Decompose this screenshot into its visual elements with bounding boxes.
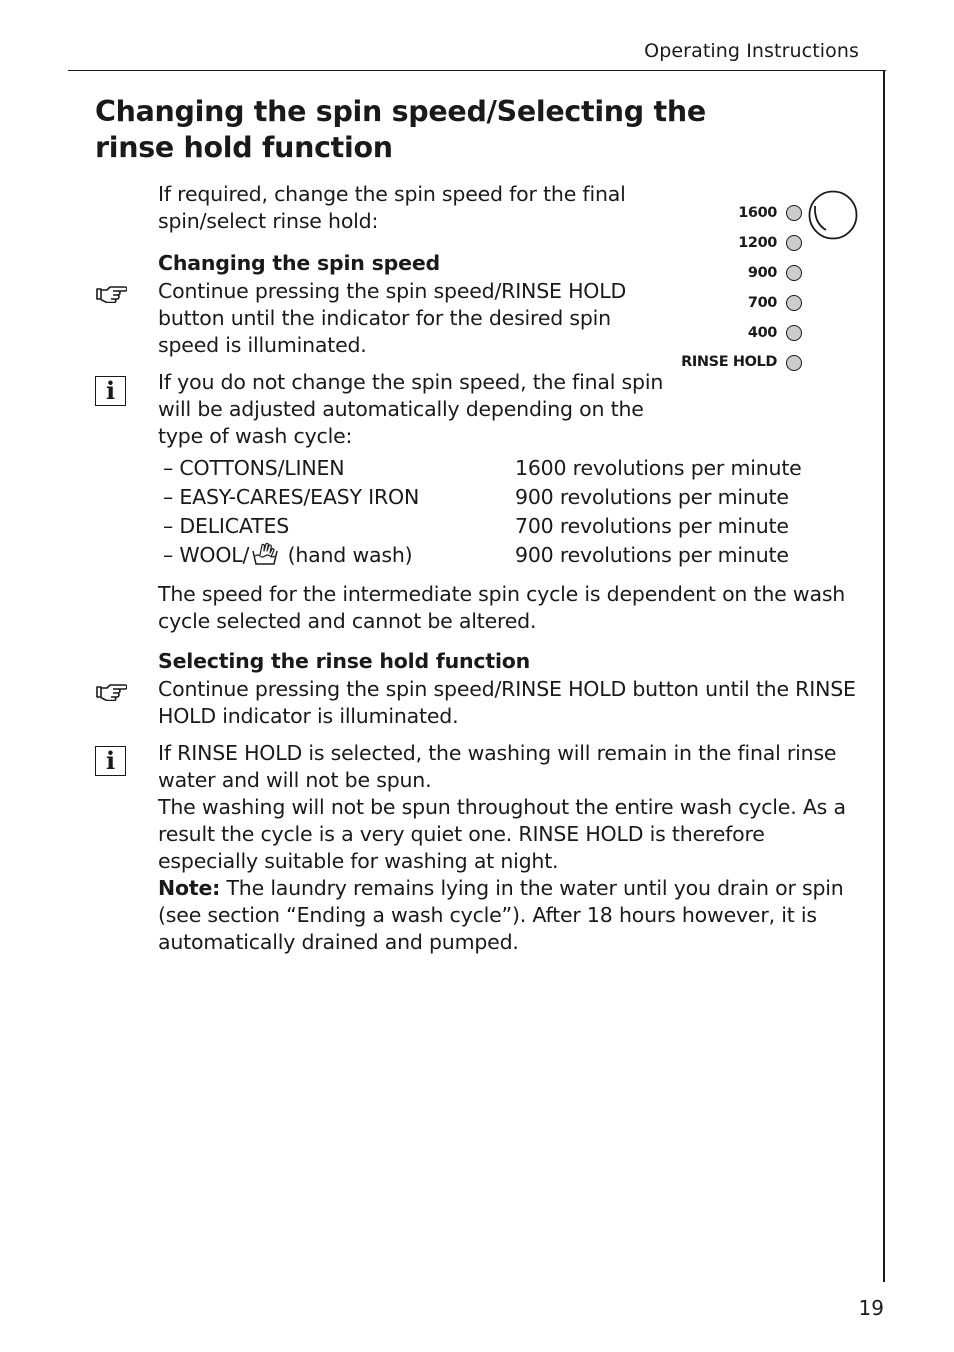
cycle-speed: 700 revolutions per minute <box>515 514 789 538</box>
margin-rule <box>883 70 885 1282</box>
cycle-speed: 900 revolutions per minute <box>515 485 789 509</box>
panel-label-400: 400 <box>747 325 777 341</box>
page-number: 19 <box>858 1296 884 1320</box>
rinse-hold-info: If RINSE HOLD is selected, the washing will remain in the final rinse water and will not be spun. <box>158 741 837 792</box>
header-rule <box>68 70 886 71</box>
cycle-name: – COTTONS/LINEN <box>163 456 345 480</box>
cycle-name-prefix: – WOOL/ <box>163 543 250 567</box>
rinse-hold-heading: Selecting the rinse hold function <box>158 649 531 673</box>
panel-label-1200: 1200 <box>738 235 777 251</box>
cycle-name: – EASY-CARES/EASY IRON <box>163 485 420 509</box>
spin-speed-info: If you do not change the spin speed, the final spin will be adjusted automatically depending on the type of wash cycle: <box>158 370 664 448</box>
indicator-1200 <box>786 235 802 251</box>
cycle-speed: 900 revolutions per minute <box>515 543 789 567</box>
rinse-hold-note <box>158 875 863 956</box>
spin-speed-heading: Changing the spin speed <box>158 251 440 275</box>
note-text: The laundry remains lying in the water until you drain or spin (see section “Ending a wash cycle”). After 18 hours however, it is automatically drained and pumped. <box>158 876 844 954</box>
cycle-name-suffix: (hand wash) <box>281 543 413 567</box>
rinse-hold-info-quiet: The washing will not be spun throughout the entire wash cycle. As a result the cycle is a very quiet one. RINSE HOLD is therefore especially suitable for washing at night. <box>158 795 846 873</box>
intermediate-spin-note: The speed for the intermediate spin cycle is dependent on the wash cycle selected and cannot be altered. <box>158 582 846 633</box>
indicator-rinse-hold <box>786 355 802 371</box>
panel-label-1600: 1600 <box>738 205 777 221</box>
indicator-700 <box>786 295 802 311</box>
indicator-400 <box>786 325 802 341</box>
spin-knob-icon <box>807 189 859 241</box>
cycle-speed: 1600 revolutions per minute <box>515 456 802 480</box>
intro-text: If required, change the spin speed for the final spin/select rinse hold: <box>158 182 626 233</box>
cycle-name <box>163 542 412 569</box>
section-label: Operating Instructions <box>644 40 859 62</box>
indicator-1600 <box>786 205 802 221</box>
page-title: Changing the spin speed/Selecting the rinse hold function <box>95 95 706 164</box>
rinse-hold-instruction: Continue pressing the spin speed/RINSE HOLD button until the RINSE HOLD indicator is illuminated. <box>158 677 856 728</box>
info-icon: i <box>95 746 126 776</box>
hand-wash-icon <box>251 542 279 566</box>
pointing-hand-icon <box>95 681 127 701</box>
spin-speed-instruction: Continue pressing the spin speed/RINSE HOLD button until the indicator for the desired spin speed is illuminated. <box>158 279 627 357</box>
info-icon: i <box>95 376 126 406</box>
cycle-name: – DELICATES <box>163 514 290 538</box>
panel-label-900: 900 <box>747 265 777 281</box>
panel-label-700: 700 <box>747 295 777 311</box>
panel-label-rinse-hold: RINSE HOLD <box>681 354 777 370</box>
note-label: Note: <box>158 876 221 900</box>
pointing-hand-icon <box>95 283 127 303</box>
indicator-900 <box>786 265 802 281</box>
